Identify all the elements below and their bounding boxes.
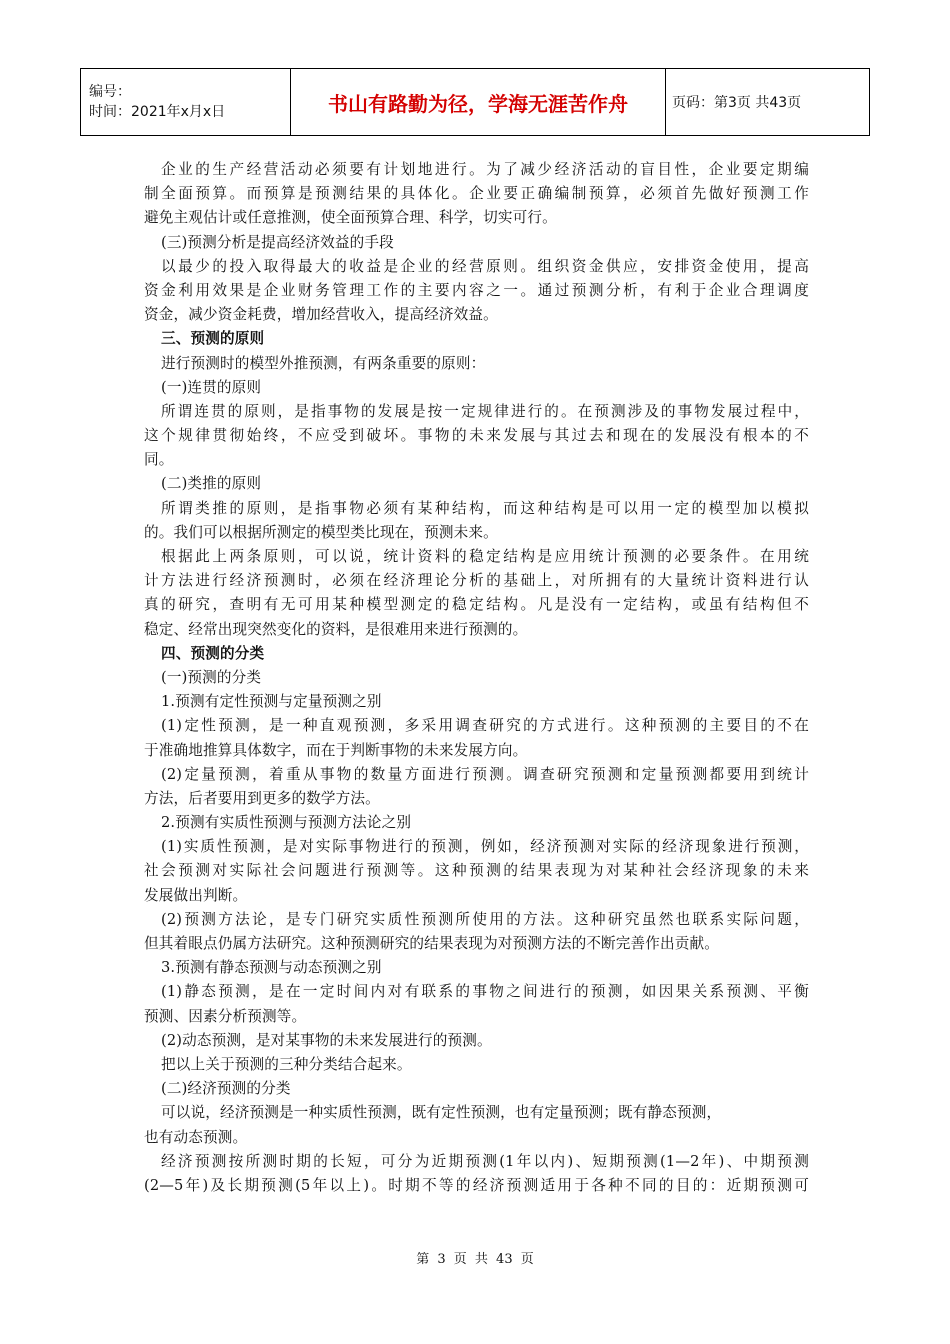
text-line: 经济预测按所测时期的长短，可分为近期预测(1年以内)、短期预测(1—2年)、中期预测 (161, 1152, 809, 1170)
header-motto: 书山有路勤为径，学海无涯苦作舟 (291, 69, 666, 136)
document-body (144, 158, 809, 1198)
text-line: 三、预测的原则 (161, 330, 265, 348)
text-line: 企业的生产经营活动必须要有计划地进行。为了减少经济活动的盲目性，企业要定期编 (161, 161, 809, 178)
text-line: 社会预测对实际社会问题进行预测等。这种预测的结果表现为对某种社会经济现象的未来 (144, 862, 809, 880)
text-line: (二)类推的原则 (161, 475, 262, 493)
text-line: 但其着眼点仍属方法研究。这种预测研究的结果表现为对预测方法的不断完善作出贡献。 (144, 935, 720, 952)
text-line: (1)实质性预测，是对实际事物进行的预测，例如，经济预测对实际的经济现象进行预测， (161, 838, 809, 856)
text-line: 预测、因素分析预测等。 (144, 1007, 307, 1025)
text-line: (二)经济预测的分类 (161, 1080, 291, 1098)
text-line: 2.预测有实质性预测与预测方法论之别 (161, 814, 412, 832)
text-line: 所谓连贯的原则，是指事物的发展是按一定规律进行的。在预测涉及的事物发展过程中， (161, 402, 809, 420)
text-line: 1.预测有定性预测与定量预测之别 (161, 693, 382, 711)
text-line: 3.预测有静态预测与动态预测之别 (161, 959, 382, 977)
text-line: 进行预测时的模型外推预测，有两条重要的原则： (161, 354, 486, 372)
text-line: 所谓类推的原则，是指事物必须有某种结构，而这种结构是可以用一定的模型加以模拟 (161, 499, 809, 517)
text-line: (一)连贯的原则 (161, 378, 262, 396)
text-line: 稳定、经常出现突然变化的资料，是很难用来进行预测的。 (144, 620, 528, 638)
text-line: 避免主观估计或任意推测，使全面预算合理、科学，切实可行。 (144, 209, 557, 227)
page-footer: 第 3 页 共 43 页 (416, 1252, 534, 1267)
text-line: 可以说，经济预测是一种实质性预测，既有定性预测，也有定量预测；既有静态预测， (161, 1104, 722, 1122)
text-line: 计方法进行经济预测时，必须在经济理论分析的基础上，对所拥有的大量统计资料进行认 (144, 572, 809, 590)
text-line: 也有动态预测。 (144, 1128, 248, 1146)
text-line: 发展做出判断。 (144, 886, 248, 904)
header-page-info: 页码：第3页 共43页 (666, 69, 870, 136)
text-line: (三)预测分析是提高经济效益的手段 (161, 233, 394, 251)
text-line: 于准确地推算具体数字，而在于判断事物的未来发展方向。 (144, 741, 528, 759)
header-meta-cell (81, 69, 291, 136)
text-line: 资金，减少资金耗费，增加经营收入，提高经济效益。 (144, 306, 498, 324)
text-line: (2)动态预测，是对某事物的未来发展进行的预测。 (161, 1031, 492, 1049)
text-line: 以最少的投入取得最大的收益是企业的经营原则。组织资金供应，安排资金使用，提高 (161, 257, 809, 275)
text-line: 同。 (144, 451, 174, 469)
text-line: (1)静态预测，是在一定时间内对有联系的事物之间进行的预测，如因果关系预测、平衡 (161, 983, 809, 1001)
text-line: (一)预测的分类 (161, 668, 262, 686)
text-line: (2)预测方法论，是专门研究实质性预测所使用的方法。这种研究虽然也联系实际问题， (161, 910, 809, 928)
text-line: 方法，后者要用到更多的数学方法。 (144, 789, 380, 807)
text-line: 把以上关于预测的三种分类结合起来。 (161, 1055, 412, 1073)
document-header (80, 68, 870, 136)
text-line: 四、预测的分类 (161, 644, 265, 662)
text-line: (1)定性预测，是一种直观预测，多采用调查研究的方式进行。这种预测的主要目的不在 (161, 717, 809, 735)
text-line: 资金利用效果是企业财务管理工作的主要内容之一。通过预测分析，有利于企业合理调度 (144, 281, 809, 299)
document-date: 时间：2021年x月x日 (89, 104, 226, 120)
text-line: 真的研究，查明有无可用某种模型测定的稳定结构。凡是没有一定结构，或虽有结构但不 (144, 596, 809, 614)
text-line: (2)定量预测，着重从事物的数量方面进行预测。调查研究预测和定量预测都要用到统计 (161, 765, 809, 783)
document-number-label: 编号： (89, 84, 131, 100)
text-line: 这个规律贯彻始终，不应受到破坏。事物的未来发展与其过去和现在的发展没有根本的不 (144, 427, 809, 445)
text-line: 根据此上两条原则，可以说，统计资料的稳定结构是应用统计预测的必要条件。在用统 (161, 548, 809, 565)
text-line: 的。我们可以根据所测定的模型类比现在，预测未来。 (144, 523, 498, 541)
text-line: (2—5年)及长期预测(5年以上)。时期不等的经济预测适用于各种不同的目的：近期预测可 (144, 1176, 809, 1194)
text-line: 制全面预算。而预算是预测结果的具体化。企业要正确编制预算，必须首先做好预测工作 (144, 185, 809, 203)
